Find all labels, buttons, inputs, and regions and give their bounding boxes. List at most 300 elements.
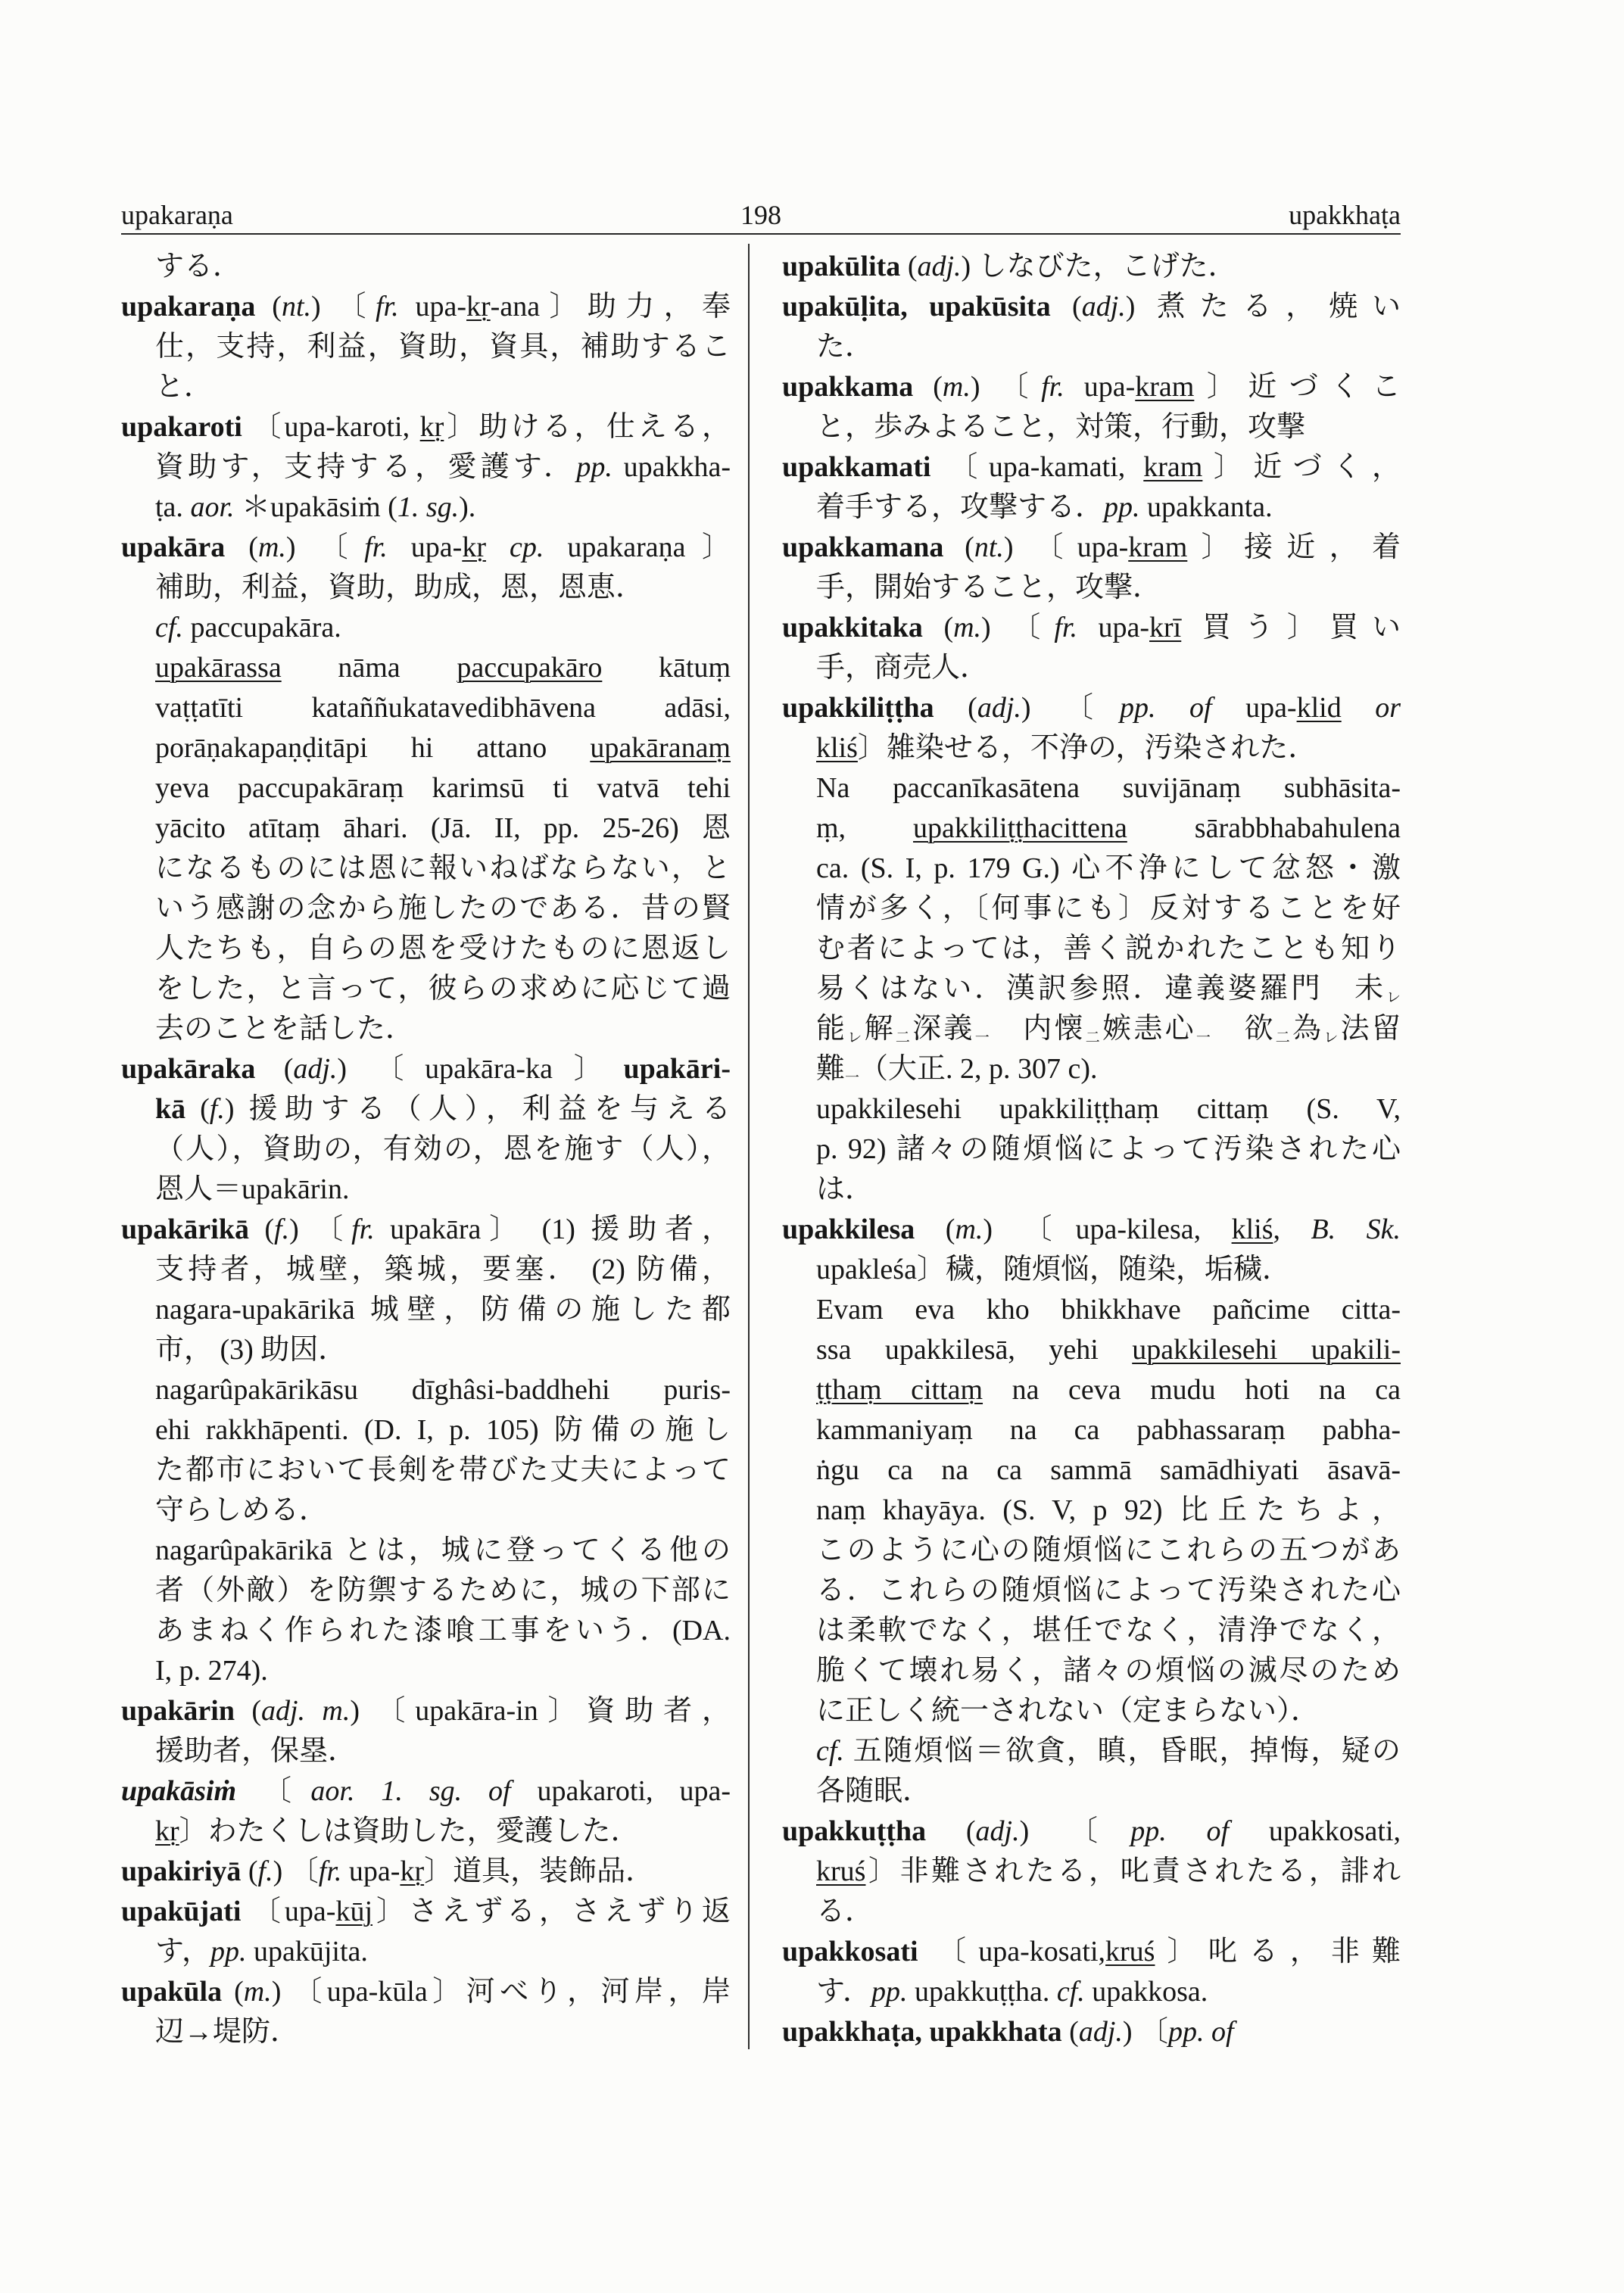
grammar-abbreviation: pp. of bbox=[1130, 1815, 1230, 1847]
entry-text: upakāra〕 (1) 援助者， bbox=[374, 1213, 731, 1245]
entry-line bbox=[782, 1049, 1401, 1089]
entry-line bbox=[782, 1129, 1401, 1170]
kaeriten-mark: レ bbox=[1323, 1030, 1341, 1046]
entry-line bbox=[782, 728, 1401, 768]
dictionary-entry bbox=[782, 2012, 1401, 2052]
entry-text: 守らしめる． bbox=[155, 1494, 329, 1526]
entry-text: upakūjita. bbox=[246, 1936, 368, 1967]
entry-text: Evam eva kho bhikkhave pañcime citta- bbox=[816, 1294, 1401, 1326]
entry-line bbox=[121, 1812, 731, 1852]
entry-line bbox=[782, 1691, 1401, 1731]
grammar-abbreviation: pp. bbox=[871, 1976, 908, 2008]
entry-line bbox=[121, 688, 731, 728]
entry-line bbox=[782, 287, 1401, 327]
entry-text: nagara-upakārikā 城壁，防備の施した都 bbox=[155, 1294, 731, 1326]
entry-text: ) 〔upa- bbox=[1003, 531, 1129, 563]
grammar-abbreviation: pp. of bbox=[1120, 692, 1212, 724]
entry-line bbox=[782, 1170, 1401, 1210]
entry-text: ( bbox=[225, 531, 258, 563]
entry-text: ) 〔upakāra-in〕資助者， bbox=[350, 1695, 731, 1727]
dictionary-entry bbox=[782, 688, 1401, 768]
grammar-abbreviation: adj. bbox=[975, 1815, 1020, 1847]
entry-line bbox=[121, 488, 731, 528]
entry-text: ( bbox=[913, 371, 943, 403]
kaeriten-mark: 二 bbox=[1085, 1030, 1103, 1046]
entry-line bbox=[782, 488, 1401, 528]
dictionary-entry bbox=[782, 447, 1401, 528]
entry-line bbox=[121, 1450, 731, 1491]
grammar-abbreviation: fr. bbox=[351, 1213, 375, 1245]
headword: kā bbox=[155, 1093, 186, 1125]
entry-text: 法留 bbox=[1340, 1013, 1401, 1045]
entry-line bbox=[121, 1892, 731, 1932]
entry-line bbox=[121, 1330, 731, 1370]
entry-text: 情が多く，〔何事にも〕反対することを好 bbox=[816, 893, 1401, 924]
entry-line bbox=[121, 1731, 731, 1771]
entry-line bbox=[121, 1491, 731, 1531]
entry-line bbox=[121, 1771, 731, 1812]
entry-text: 〕わたくしは資助した，愛護した． bbox=[179, 1815, 640, 1847]
entry-text: nagarûpakārikā とは，城に登ってくる他の bbox=[155, 1534, 731, 1566]
entry-text: ) 〔 bbox=[1122, 2016, 1169, 2048]
entry-line bbox=[782, 1089, 1401, 1129]
entry-text: ) 〔 bbox=[1019, 1815, 1131, 1847]
entry-line bbox=[121, 327, 731, 367]
entry-text: ṭa. bbox=[155, 491, 191, 523]
entry-text: 仕，支持，利益，資助，資具，補助するこ bbox=[155, 331, 731, 363]
underlined-term: kṛ bbox=[466, 291, 491, 322]
entry-line bbox=[782, 1771, 1401, 1812]
entry-text: upakkha- bbox=[612, 451, 731, 483]
headword: upakāri- bbox=[623, 1053, 731, 1085]
underlined-term: upakāranaṃ bbox=[590, 732, 731, 764]
entry-text: kammaniyaṃ na ca pabhassaraṃ pabha- bbox=[816, 1414, 1401, 1446]
grammar-abbreviation: adj. bbox=[1078, 2016, 1123, 2048]
entry-text: ) 〔 bbox=[981, 612, 1055, 643]
entry-line bbox=[121, 1571, 731, 1611]
entry-text: 去のことを話した． bbox=[155, 1013, 415, 1045]
entry-line bbox=[782, 1651, 1401, 1691]
entry-text: ) 〔 bbox=[1021, 692, 1121, 724]
grammar-abbreviation: adj. bbox=[917, 251, 962, 282]
entry-text: upakkanta. bbox=[1139, 491, 1273, 523]
entry-text: 〔upa-kamati, bbox=[930, 451, 1144, 483]
continued-text bbox=[121, 247, 731, 287]
entry-line bbox=[121, 1410, 731, 1450]
entry-line bbox=[121, 1170, 731, 1210]
entry-line bbox=[121, 1049, 731, 1089]
underlined-term: upakkilesehi upakili- bbox=[1132, 1334, 1401, 1366]
grammar-abbreviation: f. bbox=[274, 1213, 290, 1245]
grammar-abbreviation: pp. bbox=[576, 451, 613, 483]
entry-text: p. 92) 諸々の随煩悩によって汚染された心 bbox=[816, 1133, 1401, 1165]
entry-text: ( bbox=[900, 251, 918, 282]
entry-line bbox=[121, 608, 731, 648]
entry-line bbox=[121, 1250, 731, 1290]
entry-text: する． bbox=[155, 251, 242, 282]
page-number: 198 bbox=[740, 200, 781, 230]
grammar-abbreviation: m. bbox=[955, 1213, 983, 1245]
grammar-abbreviation: pp. of bbox=[1168, 2016, 1234, 2048]
entry-text: 難 bbox=[816, 1053, 846, 1085]
entry-text: ) 〔 bbox=[285, 531, 365, 563]
grammar-abbreviation: adj. m. bbox=[260, 1695, 351, 1727]
entry-text: ssa upakkilesā, yehi bbox=[816, 1334, 1133, 1366]
entry-line bbox=[782, 568, 1401, 608]
headword: upakaroti bbox=[121, 411, 242, 443]
entry-line bbox=[121, 1852, 731, 1892]
headword: upakkilesa bbox=[782, 1213, 915, 1245]
entry-line bbox=[121, 1009, 731, 1049]
entry-line bbox=[121, 1129, 731, 1170]
entry-text: upa- bbox=[1064, 371, 1136, 403]
entry-text: na ceva mudu hoti na ca bbox=[983, 1374, 1401, 1406]
entry-text: ( bbox=[241, 1855, 258, 1887]
underlined-term: klid bbox=[1296, 692, 1342, 724]
underlined-term: kliś bbox=[816, 732, 858, 764]
entry-text: ( bbox=[185, 1093, 210, 1125]
entry-line bbox=[782, 1370, 1401, 1410]
dictionary-entry bbox=[121, 1049, 731, 1210]
entry-line bbox=[782, 247, 1401, 287]
entry-line bbox=[121, 648, 731, 688]
grammar-abbreviation: f. bbox=[257, 1855, 273, 1887]
dictionary-entry bbox=[782, 1210, 1401, 1290]
entry-text: ) 〔upakāra-ka〕 bbox=[337, 1053, 624, 1085]
entry-line bbox=[782, 849, 1401, 889]
entry-text: sārabbhabahulena bbox=[1127, 812, 1401, 844]
headword: upakūjati bbox=[121, 1896, 242, 1927]
kaeriten-mark: 一 bbox=[1195, 1030, 1214, 1046]
entry-line bbox=[121, 1611, 731, 1651]
headword: upakūḷita, upakūsita bbox=[782, 291, 1051, 322]
underlined-term: kṛ bbox=[462, 531, 486, 563]
entry-line bbox=[121, 969, 731, 1009]
entry-text: ( bbox=[222, 1976, 244, 2008]
underlined-term: kṛ bbox=[419, 411, 444, 443]
underlined-term: kram bbox=[1135, 371, 1195, 403]
grammar-abbreviation: adj. bbox=[977, 692, 1021, 724]
headword: upakkamana bbox=[782, 531, 944, 563]
entry-line bbox=[121, 1972, 731, 2012]
headword: upakārin bbox=[121, 1695, 235, 1727]
entry-text: す． bbox=[816, 1976, 871, 2008]
entry-text: 内懐 bbox=[991, 1013, 1086, 1045]
header-rule bbox=[121, 233, 1401, 235]
entry-text: paccupakāra. bbox=[182, 612, 341, 643]
dictionary-entry bbox=[121, 287, 731, 407]
entry-text: ca. (S. I, p. 179 G.) 心不浄にして忿怒・激 bbox=[816, 852, 1401, 884]
entry-text: ) 〔 bbox=[273, 1855, 319, 1887]
kaeriten-mark: 一 bbox=[974, 1030, 992, 1046]
kaeriten-mark: 二 bbox=[895, 1030, 913, 1046]
entry-text: 各随眠． bbox=[816, 1775, 932, 1807]
entry-text: naṃ khayāya. (S. V, p 92) 比丘たちよ， bbox=[816, 1494, 1401, 1526]
entry-text: ( bbox=[922, 612, 954, 643]
entry-text: ( bbox=[926, 1815, 976, 1847]
entry-line bbox=[782, 1531, 1401, 1571]
entry-text: nagarûpakārikāsu dīghâsi-baddhehi puris- bbox=[155, 1374, 731, 1406]
entry-line bbox=[782, 407, 1401, 447]
citation-example bbox=[121, 1531, 731, 1691]
entry-line bbox=[782, 1410, 1401, 1450]
entry-line bbox=[782, 1571, 1401, 1611]
entry-text: 〕助ける，仕える， bbox=[444, 411, 731, 443]
entry-text: , bbox=[1273, 1213, 1311, 1245]
entry-text: yeva paccupakāraṃ karimsū ti vatvā tehi bbox=[155, 772, 731, 804]
entry-text: 補助，利益，資助，助成，恩，恩恵． bbox=[155, 572, 645, 603]
entry-text: 為 bbox=[1292, 1013, 1324, 1045]
grammar-abbreviation: fr. bbox=[318, 1855, 342, 1887]
entry-line bbox=[121, 768, 731, 808]
entry-line bbox=[121, 367, 731, 407]
entry-text: 〕接近，着 bbox=[1187, 531, 1401, 563]
entry-text: upa- bbox=[398, 291, 467, 322]
entry-text: upakaraṇa〕 bbox=[544, 531, 731, 563]
underlined-term: kūj bbox=[335, 1896, 372, 1927]
entry-text: ) 〔upa-kūla〕河べり，河岸，岸 bbox=[271, 1976, 731, 2008]
grammar-abbreviation: or bbox=[1341, 692, 1401, 724]
entry-text: 人たちも，自らの恩を受けたものに恩返し bbox=[155, 933, 731, 964]
headword: upakkamati bbox=[782, 451, 931, 483]
grammar-abbreviation: fr. bbox=[1054, 612, 1077, 643]
entry-line bbox=[782, 1932, 1401, 1972]
entry-text: 能 bbox=[816, 1013, 848, 1045]
grammar-abbreviation: cf. bbox=[816, 1735, 844, 1767]
entry-text: upa- bbox=[1077, 612, 1150, 643]
grammar-abbreviation: cp. bbox=[485, 531, 544, 563]
kaeriten-mark: 二 bbox=[1275, 1030, 1293, 1046]
entry-text: いう感謝の念から施したのである．昔の賢 bbox=[155, 893, 731, 924]
entry-line bbox=[121, 247, 731, 287]
entry-text: I, p. 274). bbox=[155, 1655, 268, 1687]
underlined-term: ṭṭhaṃ cittaṃ bbox=[816, 1374, 983, 1406]
entry-line bbox=[121, 1089, 731, 1129]
dictionary-entry bbox=[121, 1972, 731, 2052]
entry-text: 〕非難されたる，叱責されたる，誹れ bbox=[865, 1855, 1401, 1887]
entry-text: ( bbox=[255, 291, 282, 322]
entry-text: ) 〔 bbox=[311, 291, 376, 322]
headword: upakārikā bbox=[121, 1213, 249, 1245]
entry-text: kātuṃ bbox=[602, 652, 731, 684]
headword: upakkuṭṭha bbox=[782, 1815, 927, 1847]
entry-text: 着手する，攻撃する． bbox=[816, 491, 1105, 523]
entry-line bbox=[782, 768, 1401, 808]
entry-line bbox=[782, 1852, 1401, 1892]
entry-line bbox=[782, 1290, 1401, 1330]
entry-text: 恩人＝upakārin. bbox=[155, 1173, 350, 1205]
entry-line bbox=[121, 1651, 731, 1691]
running-head bbox=[121, 198, 1401, 232]
entry-text: 深義 bbox=[912, 1013, 975, 1045]
entry-line bbox=[782, 969, 1401, 1009]
entry-line bbox=[782, 1491, 1401, 1531]
entry-line bbox=[782, 447, 1401, 488]
entry-text: 手，開始すること，攻撃． bbox=[816, 572, 1162, 603]
grammar-abbreviation: B. Sk. bbox=[1311, 1213, 1401, 1245]
entry-line bbox=[782, 1330, 1401, 1370]
entry-line bbox=[121, 1932, 731, 1972]
headword: upakkama bbox=[782, 371, 914, 403]
entry-line bbox=[782, 929, 1401, 969]
grammar-abbreviation: fr. bbox=[375, 291, 399, 322]
grammar-abbreviation: fr. bbox=[364, 531, 388, 563]
citation-example bbox=[782, 1290, 1401, 1731]
grammar-abbreviation: 1. sg. bbox=[397, 491, 460, 523]
underlined-term: kliś bbox=[1231, 1213, 1273, 1245]
entry-text: yācito atītaṃ āhari. (Jā. II, pp. 25-26) 恩 bbox=[155, 812, 731, 844]
underlined-term: krī bbox=[1149, 612, 1182, 643]
entry-text: る． bbox=[816, 1896, 874, 1927]
dictionary-entry bbox=[121, 1691, 731, 1771]
entry-text: 欲 bbox=[1213, 1013, 1276, 1045]
entry-line bbox=[121, 728, 731, 768]
underlined-term: paccupakāro bbox=[457, 652, 603, 684]
headword: upakkhaṭa, upakkhata bbox=[782, 2016, 1062, 2048]
dictionary-entry bbox=[121, 1892, 731, 1972]
entry-text: 脆くて壊れ易く，諸々の煩悩の滅尽のため bbox=[816, 1655, 1401, 1687]
underlined-term: kṛ bbox=[400, 1855, 425, 1887]
entry-text: ( bbox=[934, 692, 977, 724]
entry-text: upakkosati, bbox=[1229, 1815, 1401, 1847]
entry-text: 〕さえずる，さえずり返 bbox=[372, 1896, 731, 1927]
entry-line bbox=[782, 648, 1401, 688]
citation-example bbox=[121, 648, 731, 1049]
underlined-term: upakārassa bbox=[155, 652, 282, 684]
entry-text: nāma bbox=[281, 652, 457, 684]
grammar-abbreviation: fr. bbox=[1041, 371, 1064, 403]
grammar-abbreviation: aor. 1. sg. of bbox=[310, 1775, 511, 1807]
entry-line bbox=[782, 1892, 1401, 1932]
entry-text: upakkuṭṭha. bbox=[907, 1976, 1057, 2008]
grammar-abbreviation: adj. bbox=[293, 1053, 338, 1085]
entry-text: 〕道具，装飾品． bbox=[424, 1855, 655, 1887]
grammar-abbreviation: nt. bbox=[281, 291, 312, 322]
entry-text: 〔upa-karoti, bbox=[242, 411, 420, 443]
entry-line bbox=[121, 447, 731, 488]
entry-line bbox=[782, 2012, 1401, 2052]
headword: upakāsiṁ bbox=[121, 1775, 237, 1807]
column-divider bbox=[748, 244, 750, 2049]
grammar-abbreviation: cf. bbox=[155, 612, 183, 643]
right-guide-word: upakkhaṭa bbox=[1289, 200, 1401, 230]
entry-text: 支持者，城壁，築城，要塞． (2) 防備， bbox=[155, 1254, 731, 1285]
citation-example bbox=[121, 608, 731, 648]
entry-text: 易くはない．漢訳参照．違義婆羅門 未 bbox=[816, 973, 1386, 1005]
dictionary-entry bbox=[782, 1932, 1401, 2012]
entry-text: は． bbox=[816, 1173, 874, 1205]
entry-text: た都市において長剣を帯びた丈夫によって bbox=[155, 1454, 731, 1486]
underlined-term: kram bbox=[1128, 531, 1188, 563]
entry-text: 五随煩悩＝欲貪，瞋，昏眠，掉悔，疑の bbox=[843, 1735, 1401, 1767]
grammar-abbreviation: m. bbox=[243, 1976, 272, 2008]
entry-text: 辺→堤防． bbox=[155, 2016, 300, 2048]
entry-text: 嫉恚心 bbox=[1102, 1013, 1196, 1045]
headword: upakaraṇa bbox=[121, 291, 256, 322]
entry-text: ṃ, bbox=[816, 812, 914, 844]
headword: upakkitaka bbox=[782, 612, 923, 643]
entry-line bbox=[782, 1210, 1401, 1250]
left-guide-word: upakaraṇa bbox=[121, 200, 233, 230]
headword: upakāra bbox=[121, 531, 226, 563]
entry-line bbox=[121, 929, 731, 969]
entry-text: と． bbox=[155, 371, 214, 403]
dictionary-entry bbox=[121, 1771, 731, 1852]
grammar-abbreviation: pp. bbox=[210, 1936, 247, 1967]
entry-text: ( bbox=[943, 531, 974, 563]
entry-text: 〕近づく， bbox=[1202, 451, 1401, 483]
citation-example bbox=[782, 1731, 1401, 1812]
entry-text: ) 煮たる，焼い bbox=[1125, 291, 1401, 322]
grammar-abbreviation: m. bbox=[953, 612, 982, 643]
entry-line bbox=[121, 1691, 731, 1731]
entry-line bbox=[782, 367, 1401, 407]
entry-text: 解 bbox=[864, 1013, 896, 1045]
entry-text: ) しなびた，こげた． bbox=[961, 251, 1237, 282]
kaeriten-mark: 一 bbox=[845, 1070, 860, 1086]
entry-text: す， bbox=[155, 1936, 210, 1967]
entry-line bbox=[782, 1009, 1401, 1049]
entry-line bbox=[782, 1250, 1401, 1290]
entry-text: をした，と言って，彼らの求めに応じて過 bbox=[155, 973, 731, 1005]
left-column bbox=[121, 247, 731, 2052]
entry-text: 〕近づくこ bbox=[1194, 371, 1401, 403]
entry-line bbox=[782, 327, 1401, 367]
entry-line bbox=[782, 1812, 1401, 1852]
entry-text: 者（外敵）を防禦するために，城の下部に bbox=[155, 1575, 731, 1606]
entry-text: ehi rakkhāpenti. (D. I, p. 105) 防備の施し bbox=[155, 1414, 731, 1446]
entry-text: 買う〕買い bbox=[1181, 612, 1401, 643]
entry-text: porāṇakapaṇḍitāpi hi attano bbox=[155, 732, 591, 764]
entry-text: （人），資助の，有効の，恩を施す（人）， bbox=[155, 1133, 731, 1165]
entry-text: 手，商売人． bbox=[816, 652, 990, 684]
entry-line bbox=[121, 1370, 731, 1410]
entry-line bbox=[782, 1731, 1401, 1771]
entry-text: る．これらの随煩悩によって汚染された心 bbox=[816, 1575, 1401, 1606]
entry-text: upakleśa〕穢，随煩悩，随染，垢穢． bbox=[816, 1254, 1291, 1285]
dictionary-entry bbox=[121, 1852, 731, 1892]
headword: upakiriyā bbox=[121, 1855, 242, 1887]
entry-text: ( bbox=[255, 1053, 294, 1085]
entry-line bbox=[782, 889, 1401, 929]
entry-text: ) 援助する（人），利益を与える bbox=[224, 1093, 731, 1125]
citation-example bbox=[782, 1089, 1401, 1210]
entry-text: は柔軟でなく，堪任でなく，清浄でなく， bbox=[816, 1615, 1401, 1647]
underlined-term: upakkiliṭṭhacittena bbox=[913, 812, 1127, 844]
entry-line bbox=[121, 287, 731, 327]
entry-text: upa- bbox=[1211, 692, 1297, 724]
entry-line bbox=[782, 1450, 1401, 1491]
entry-text: ṅgu ca na ca sammā samādhiyati āsavā- bbox=[816, 1454, 1401, 1486]
dictionary-entry bbox=[782, 528, 1401, 608]
headword: upakūla bbox=[121, 1976, 223, 2008]
underlined-term: kruś bbox=[1105, 1936, 1155, 1967]
citation-example bbox=[121, 1370, 731, 1531]
dictionary-entry bbox=[121, 407, 731, 528]
entry-text: 資助す，支持する，愛護す． bbox=[155, 451, 577, 483]
entry-text: upa- bbox=[341, 1855, 401, 1887]
headword: upakkiliṭṭha bbox=[782, 692, 934, 724]
entry-line bbox=[782, 528, 1401, 568]
entry-text: た． bbox=[816, 331, 874, 363]
entry-text: 市， (3) 助因． bbox=[155, 1334, 348, 1366]
entry-text: と，歩みよること，対策，行動，攻撃 bbox=[816, 411, 1306, 443]
underlined-term: kṛ bbox=[155, 1815, 179, 1847]
entry-text: ( bbox=[248, 1213, 275, 1245]
entry-text: 〕叱る，非難 bbox=[1155, 1936, 1401, 1967]
citation-example bbox=[782, 768, 1401, 1089]
grammar-abbreviation: cf. bbox=[1056, 1976, 1085, 2008]
